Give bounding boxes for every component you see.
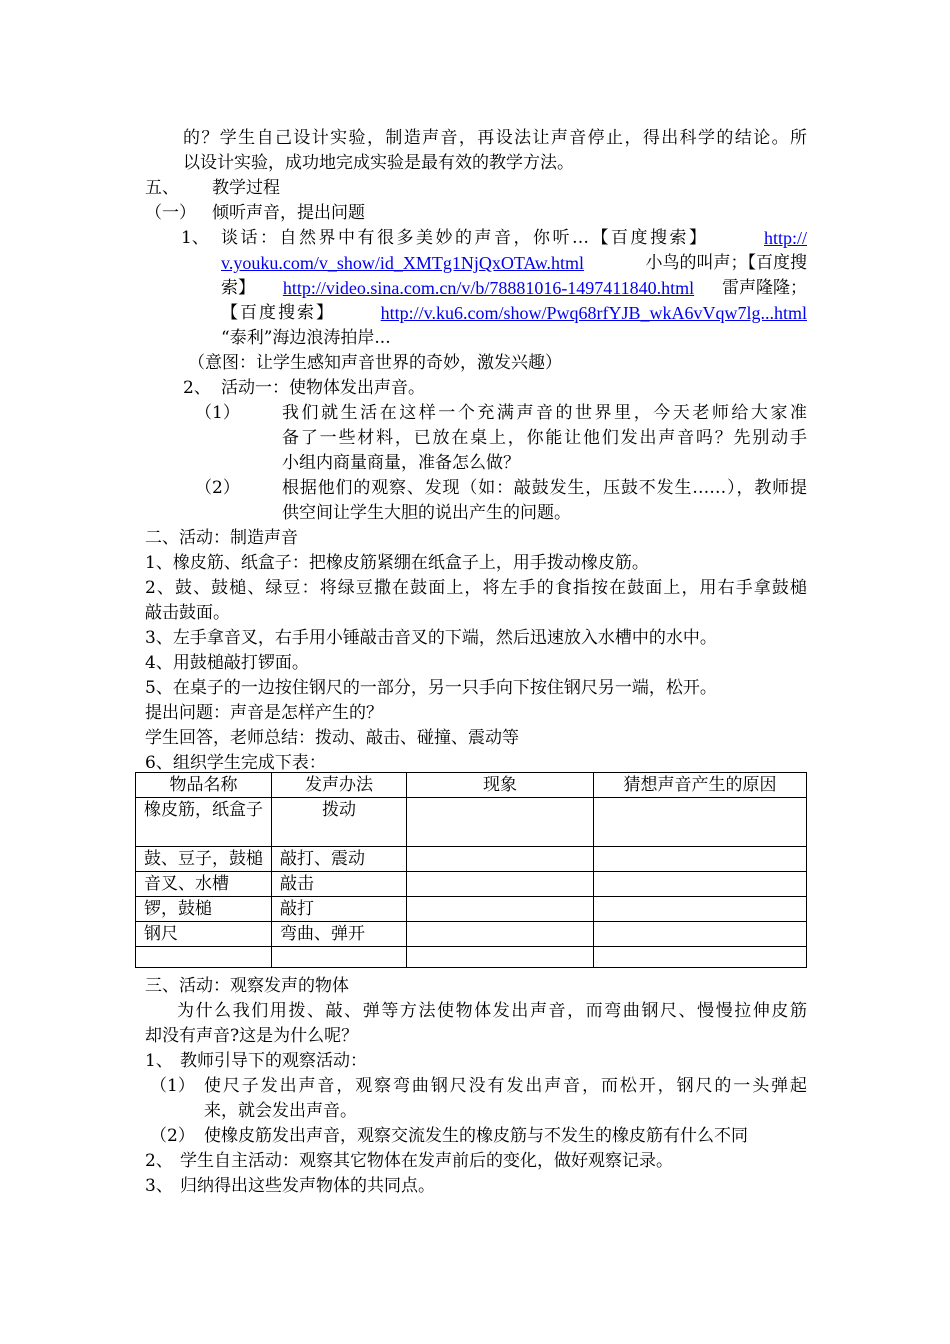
item-number: 1、: [145, 1051, 173, 1071]
item-number: 3、: [145, 1176, 173, 1196]
sub-item-number: （1）: [195, 403, 240, 423]
table-cell: [594, 847, 807, 872]
section-title: 二、活动：制造声音: [145, 528, 298, 548]
item-text: 教师引导下的观察活动：: [180, 1051, 367, 1071]
table-header: 现象: [407, 773, 594, 798]
subsection-title: 倾听声音，提出问题: [212, 203, 365, 223]
table-cell: [407, 798, 594, 847]
paragraph-line: 以设计实验，成功地完成实验是最有效的教学方法。: [183, 153, 574, 173]
item-number: 1、: [181, 228, 209, 248]
sub-item-number: （2）: [195, 478, 240, 498]
item-text: 索】: [221, 278, 255, 298]
table-row: [136, 922, 807, 947]
list-item: 1、橡皮筋、纸盒子：把橡皮筋紧绷在纸盒子上，用手拨动橡皮筋。: [145, 553, 649, 573]
table-header-row: [136, 773, 807, 798]
table-cell: 敲打、震动: [272, 847, 407, 872]
sub-item-line: 使橡皮筋发出声音，观察交流发生的橡皮筋与不发生的橡皮筋有什么不同: [204, 1126, 748, 1146]
section-title: 教学过程: [212, 178, 280, 198]
table-cell: [594, 922, 807, 947]
item-text: 小鸟的叫声；【百度搜: [645, 253, 807, 273]
table-cell: [407, 847, 594, 872]
youku-link[interactable]: v.youku.com/v_show/id_XMTg1NjQxOTAw.html: [221, 253, 585, 273]
item-text: “泰利”海边浪涛拍岸...: [221, 328, 391, 348]
item-text: 学生自主活动：观察其它物体在发声前后的变化，做好观察记录。: [180, 1151, 673, 1171]
table-cell: 钢尺: [136, 922, 272, 947]
item-line: [221, 301, 807, 325]
table-cell: [407, 947, 594, 968]
item-line: [221, 276, 807, 300]
table-row: [136, 847, 807, 872]
intent-note: （意图：让学生感知声音世界的奇妙，激发兴趣）: [188, 353, 562, 373]
table-cell: [594, 947, 807, 968]
sub-item-line: 来，就会发出声音。: [204, 1101, 357, 1121]
item-number: 2、: [145, 1151, 173, 1171]
observation-table: [135, 772, 807, 968]
table-cell: [272, 947, 407, 968]
sub-item-line: 使尺子发出声音，观察弯曲钢尺没有发出声音，而松开，钢尺的一头弹起: [204, 1076, 807, 1096]
table-cell: 弯曲、弹开: [272, 922, 407, 947]
table-row: [136, 798, 807, 847]
table-row: [136, 947, 807, 968]
item-line: [221, 226, 807, 250]
table-row: [136, 897, 807, 922]
baidu-link[interactable]: http://: [763, 228, 807, 248]
table-cell: 音叉、水槽: [136, 872, 272, 897]
paragraph-line: 为什么我们用拨、敲、弹等方法使物体发出声音，而弯曲钢尺、慢慢拉伸皮筋: [177, 1001, 807, 1021]
table-cell: 鼓、豆子，鼓槌: [136, 847, 272, 872]
ku6-link[interactable]: http://v.ku6.com/show/Pwq68rfYJB_wkA6vVqw7lg...html: [380, 303, 807, 323]
item-line: [221, 251, 807, 275]
table-cell: 拨动: [272, 798, 407, 847]
item-text: 【百度搜索】: [221, 303, 335, 323]
sub-item-line: 根据他们的观察、发现（如：敲鼓发生，压鼓不发生……），教师提: [282, 478, 807, 498]
item-text: 谈话：自然界中有很多美妙的声音，你听…【百度搜索】: [221, 228, 709, 248]
sub-item-number: （2）: [150, 1126, 195, 1146]
table-cell: 橡皮筋，纸盒子: [136, 798, 272, 847]
answer-line: 学生回答，老师总结：拨动、敲击、碰撞、震动等: [145, 728, 519, 748]
paragraph-line: 却没有声音?这是为什么呢？: [145, 1026, 359, 1046]
item-text: 雷声隆隆；: [722, 278, 807, 298]
list-item: 6、组织学生完成下表：: [145, 753, 326, 773]
table-header: 猜想声音产生的原因: [594, 773, 807, 798]
list-item: 敲击鼓面。: [145, 603, 230, 623]
section-title: 三、活动：观察发声的物体: [145, 976, 349, 996]
table-cell: [594, 897, 807, 922]
item-number: 2、: [183, 378, 211, 398]
table-cell: [407, 922, 594, 947]
paragraph-line: 的？学生自己设计实验，制造声音，再设法让声音停止，得出科学的结论。所: [183, 128, 807, 148]
table-cell: [594, 798, 807, 847]
sub-item-line: 我们就生活在这样一个充满声音的世界里，今天老师给大家准: [282, 403, 807, 423]
table-header: 物品名称: [136, 773, 272, 798]
list-item: 5、在桌子的一边按住钢尺的一部分，另一只手向下按住钢尺另一端，松开。: [145, 678, 717, 698]
table-header: 发声办法: [272, 773, 407, 798]
sina-link[interactable]: http://video.sina.com.cn/v/b/78881016-1497411840.html: [282, 278, 695, 298]
question-line: 提出问题：声音是怎样产生的？: [145, 703, 383, 723]
list-item: 2、鼓、鼓槌、绿豆：将绿豆撒在鼓面上，将左手的食指按在鼓面上，用右手拿鼓槌: [145, 578, 807, 598]
table-row: [136, 872, 807, 897]
table-cell: [407, 897, 594, 922]
table-cell: 敲击: [272, 872, 407, 897]
item-text: 归纳得出这些发声物体的共同点。: [180, 1176, 435, 1196]
item-title: 活动一：使物体发出声音。: [221, 378, 425, 398]
table-cell: 敲打: [272, 897, 407, 922]
list-item: 3、左手拿音叉，右手用小锤敲击音叉的下端，然后迅速放入水槽中的水中。: [145, 628, 717, 648]
table-cell: [407, 872, 594, 897]
sub-item-line: 备了一些材料，已放在桌上，你能让他们发出声音吗？先别动手: [282, 428, 807, 448]
list-item: 4、用鼓槌敲打锣面。: [145, 653, 309, 673]
table-cell: [136, 947, 272, 968]
sub-item-number: （1）: [150, 1076, 195, 1096]
subsection-number: （一）: [145, 203, 196, 223]
table-cell: 锣，鼓槌: [136, 897, 272, 922]
section-number: 五、: [145, 178, 179, 198]
sub-item-line: 小组内商量商量，准备怎么做？: [282, 453, 520, 473]
table-cell: [594, 872, 807, 897]
sub-item-line: 供空间让学生大胆的说出产生的问题。: [282, 503, 571, 523]
